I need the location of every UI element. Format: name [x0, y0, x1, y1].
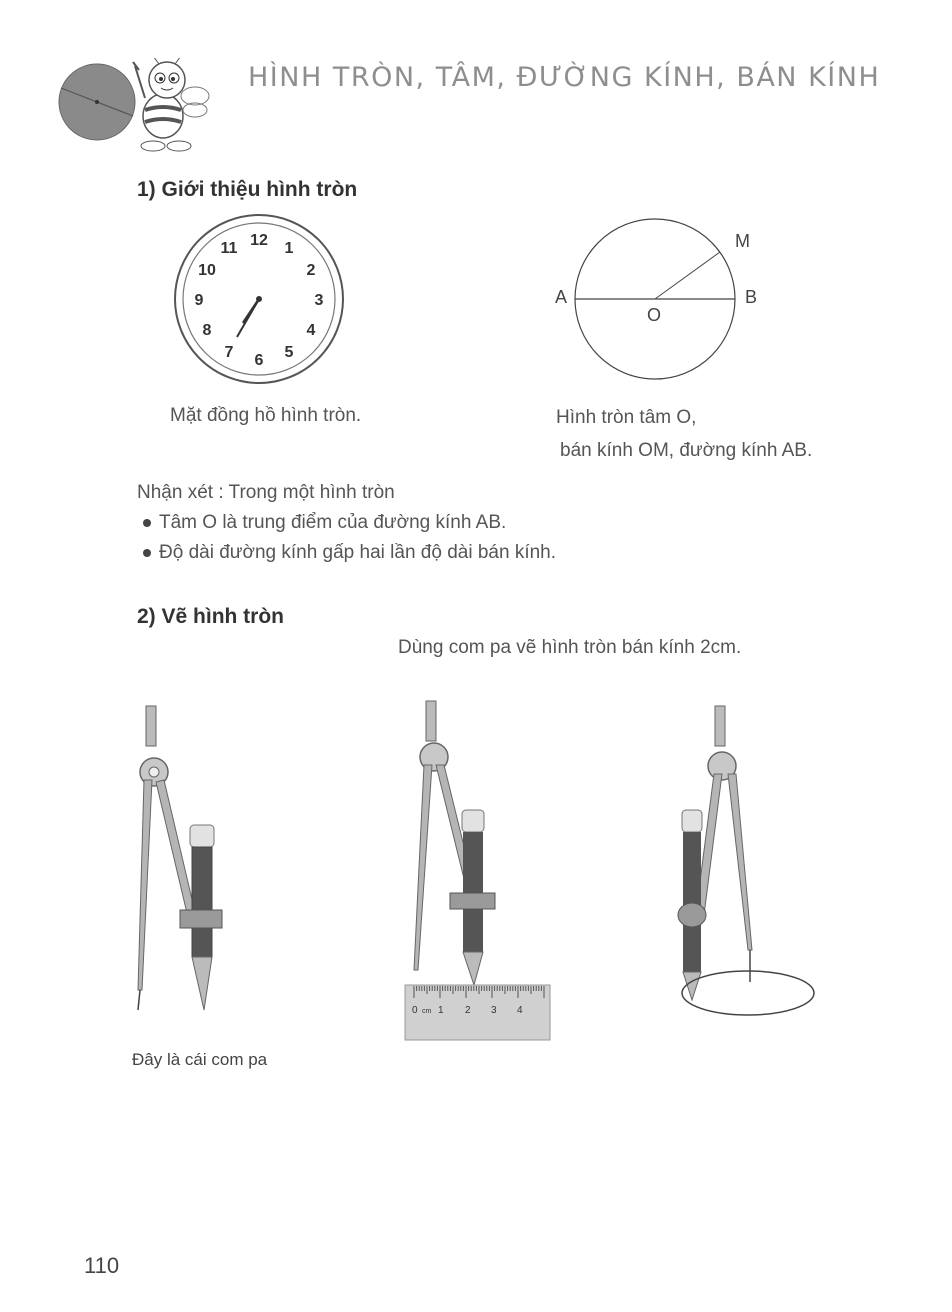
- clock-number-6: 6: [254, 352, 264, 369]
- clock-number-7: 7: [224, 344, 234, 361]
- ruler-label-4: 4: [517, 1005, 523, 1016]
- radius-OM: [655, 252, 720, 299]
- ruler-label-1: 1: [438, 1005, 444, 1016]
- section-2-heading: 2) Vẽ hình tròn: [137, 605, 284, 628]
- bullet-icon: [143, 549, 151, 557]
- clock-number-1: 1: [284, 240, 294, 257]
- compass-on-ruler-illustration: [400, 695, 560, 1045]
- circle-caption-line2: bán kính OM, đường kính AB.: [560, 440, 813, 461]
- clock-number-11: 11: [220, 240, 238, 257]
- ruler-label-cm: cm: [422, 1008, 432, 1015]
- ruler-label-3: 3: [491, 1005, 497, 1016]
- ruler-label-2: 2: [465, 1005, 471, 1016]
- compass-illustration: [120, 700, 240, 1030]
- clock-number-4: 4: [306, 322, 316, 339]
- clock-number-3: 3: [314, 292, 324, 309]
- drawn-circle: [682, 971, 814, 1015]
- label-M: M: [735, 231, 750, 251]
- compass-drawing-circle-illustration: [670, 700, 830, 1020]
- circle-caption-line1: Hình tròn tâm O,: [556, 407, 697, 428]
- ruler-label-0: 0: [412, 1005, 418, 1016]
- circle-diagram: [545, 215, 785, 395]
- drawing-instruction: Dùng com pa vẽ hình tròn bán kính 2cm.: [398, 637, 742, 658]
- clock-number-10: 10: [198, 262, 216, 279]
- page-number: 110: [84, 1253, 120, 1278]
- clock-number-9: 9: [194, 292, 204, 309]
- label-A: A: [555, 287, 568, 307]
- clock-caption: Mặt đồng hồ hình tròn.: [170, 405, 362, 426]
- clock-face: [173, 213, 348, 388]
- bee-mascot-icon: [55, 58, 215, 158]
- bullet-icon: [143, 519, 151, 527]
- remarks-intro: Nhận xét : Trong một hình tròn: [137, 482, 395, 503]
- remark-bullet-1-text: Tâm O là trung điểm của đường kính AB.: [159, 512, 507, 533]
- lesson-title: HÌNH TRÒN, TÂM, ĐƯỜNG KÍNH, BÁN KÍNH: [248, 62, 881, 93]
- remark-bullet-2-text: Độ dài đường kính gấp hai lần độ dài bán kính.: [159, 542, 557, 563]
- clock-number-2: 2: [306, 262, 316, 279]
- label-B: B: [745, 287, 758, 307]
- remark-bullet-2: [143, 542, 556, 564]
- clock-number-8: 8: [202, 322, 212, 339]
- clock-number-12: 12: [250, 232, 268, 249]
- remark-bullet-1: [143, 512, 506, 534]
- compass-caption: Đây là cái com pa: [132, 1050, 268, 1069]
- clock-number-5: 5: [284, 344, 294, 361]
- section-1-heading: 1) Giới thiệu hình tròn: [137, 178, 358, 201]
- label-O: O: [647, 305, 662, 325]
